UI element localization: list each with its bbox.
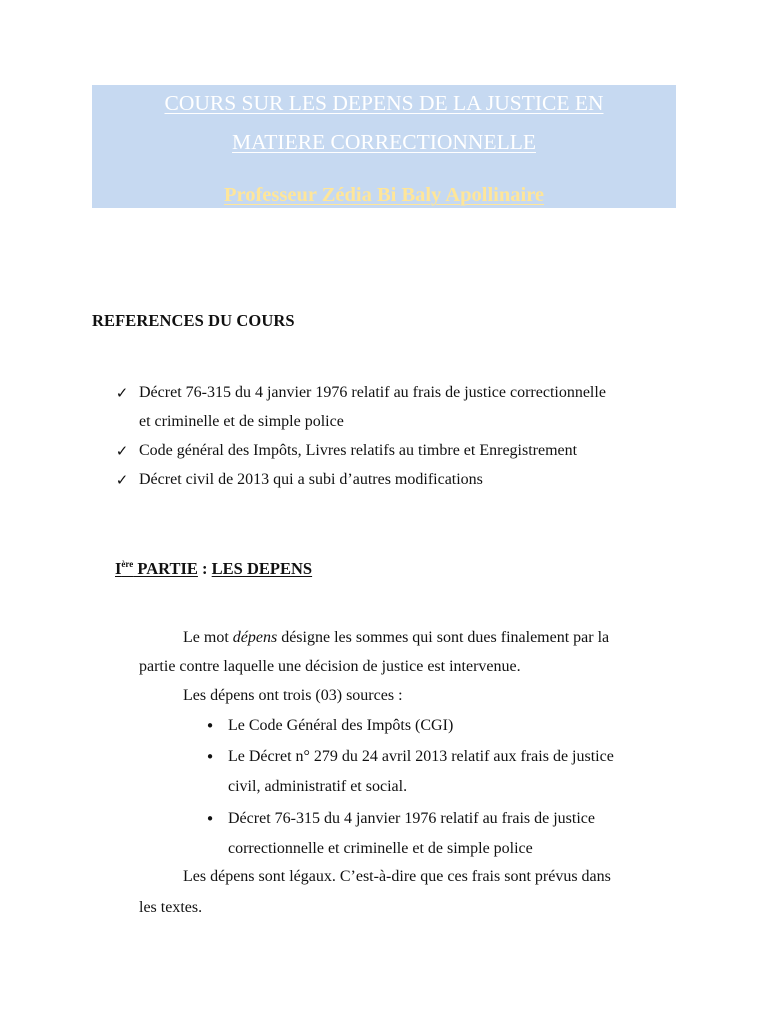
bullet-dot-icon: •	[205, 810, 215, 828]
section-heading-part-1	[115, 559, 312, 579]
document-title-line-1: COURS SUR LES DEPENS DE LA JUSTICE EN	[164, 91, 604, 115]
checkmark-icon: ✓	[115, 384, 129, 402]
reference-item-2-line-1: Code général des Impôts, Livres relatifs au timbre et Enregistrement	[139, 442, 578, 459]
references-heading: REFERENCES DU COURS	[92, 311, 295, 330]
reference-item-3-line-1: Décret civil de 2013 qui a subi d’autres modifications	[139, 471, 483, 488]
source-item-3-line-1: Décret 76-315 du 4 janvier 1976 relatif au frais de justice	[228, 810, 595, 827]
heading-roman-numeral: I	[115, 559, 122, 578]
title-block	[92, 85, 676, 208]
paragraph-1-line-2: partie contre laquelle une décision de justice est intervenue.	[139, 658, 521, 675]
heading-part-label: PARTIE	[133, 559, 198, 578]
reference-item-1-line-2: et criminelle et de simple police	[139, 413, 344, 430]
checkmark-icon: ✓	[115, 471, 129, 489]
source-item-3-line-2: correctionnelle et criminelle et de simple police	[228, 840, 533, 857]
source-item-2-line-2: civil, administratif et social.	[228, 778, 408, 795]
paragraph-1-emphasis: dépens	[232, 629, 278, 646]
checkmark-icon: ✓	[115, 442, 129, 460]
paragraph-1-text-end: désigne les sommes qui sont dues finalement par la	[277, 629, 610, 646]
paragraph-1-line-1	[183, 628, 609, 648]
document-title-line-2: MATIERE CORRECTIONNELLE	[232, 130, 536, 154]
reference-item-1-line-1: Décret 76-315 du 4 janvier 1976 relatif au frais de justice correctionnelle	[139, 384, 606, 401]
document-author: Professeur Zédia Bi Baly Apollinaire	[223, 184, 545, 206]
heading-title: LES DEPENS	[211, 559, 313, 578]
bullet-dot-icon: •	[205, 748, 215, 766]
bullet-dot-icon: •	[205, 717, 215, 735]
paragraph-3-line-2: les textes.	[139, 899, 203, 916]
heading-superscript: ère	[121, 559, 134, 569]
sources-intro: Les dépens ont trois (03) sources :	[183, 687, 403, 704]
source-item-2-line-1: Le Décret n° 279 du 24 avril 2013 relatif aux frais de justice	[228, 748, 614, 765]
paragraph-3-line-1: Les dépens sont légaux. C’est-à-dire que ces frais sont prévus dans	[183, 868, 611, 885]
paragraph-1-text-start: Le mot	[183, 629, 233, 646]
source-item-1-line-1: Le Code Général des Impôts (CGI)	[228, 717, 454, 734]
heading-separator: :	[197, 559, 212, 578]
